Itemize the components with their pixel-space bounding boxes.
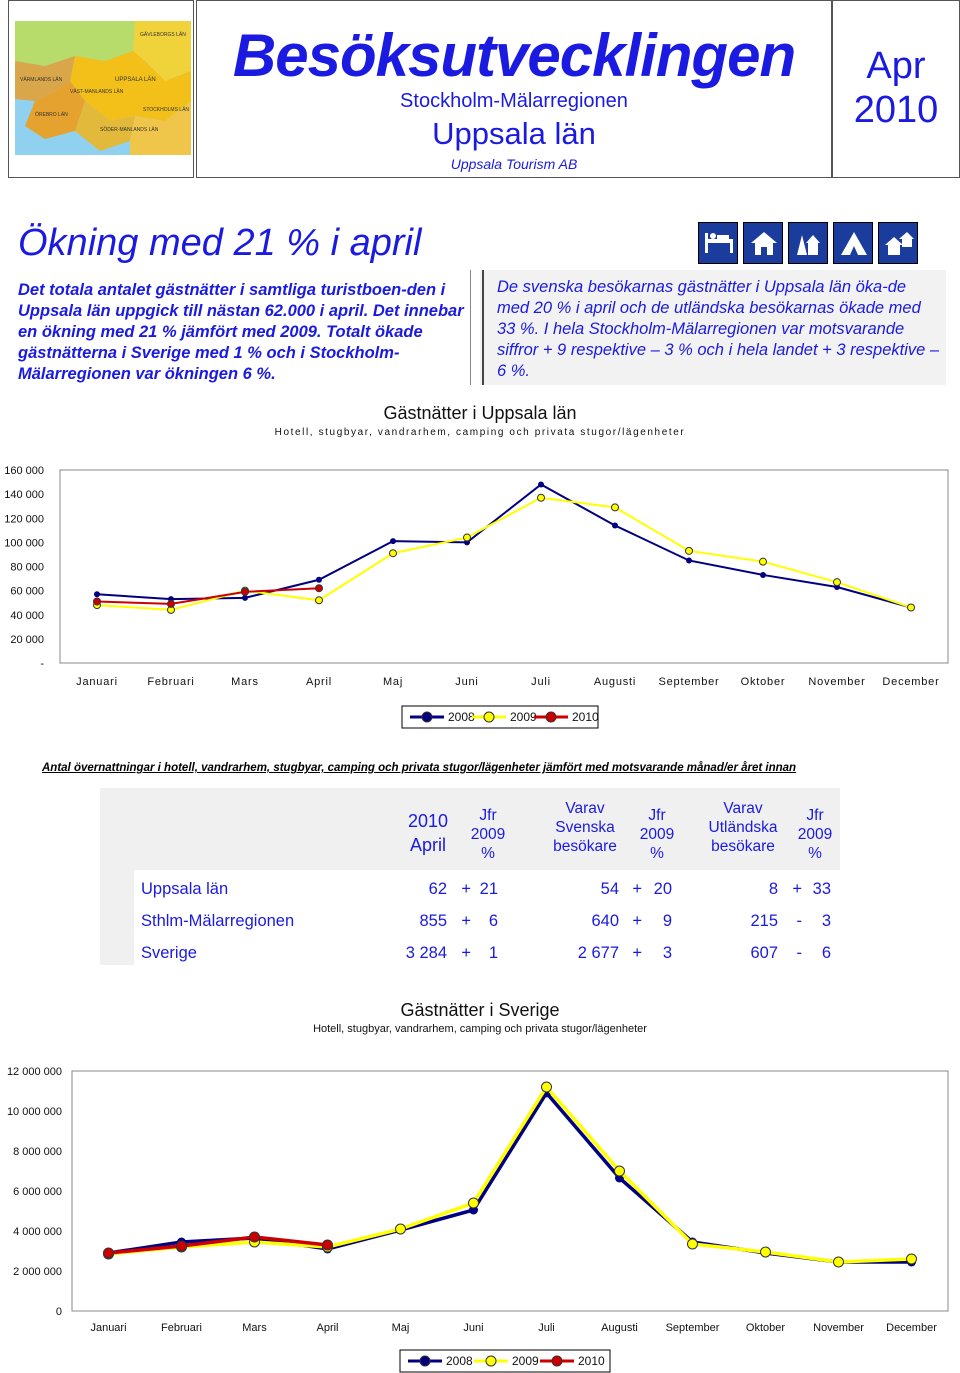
x-tick-label: September [658, 676, 720, 688]
data-point-2009 [834, 1257, 844, 1267]
header-jfr [458, 806, 518, 863]
header-jfr [627, 806, 687, 863]
jfr-line: 2009 [639, 826, 675, 843]
cell-pct: 3 [662, 944, 672, 962]
x-tick-label: Oktober [745, 1322, 786, 1334]
header-jfr [785, 806, 845, 863]
cell-sign: + [461, 912, 471, 930]
data-point-2009 [760, 558, 767, 565]
cell-sign: + [461, 944, 471, 962]
map-label: UPPSALA LÄN [115, 77, 156, 83]
divider [470, 270, 471, 385]
x-tick-label: Januari [76, 676, 118, 688]
map-label: ÖREBRO LÄN [35, 112, 68, 118]
cell-pct: 20 [653, 880, 672, 898]
cell-sign: - [796, 944, 802, 962]
cell-svenska: 640 [591, 912, 619, 930]
map-label: GÄVLEBORGS LÄN [140, 32, 186, 38]
chart-sverige [0, 1043, 960, 1373]
data-point-2009 [538, 494, 545, 501]
map-label: STOCKHOLMS LÄN [143, 107, 190, 113]
y-tick-label: 120 000 [4, 513, 44, 526]
data-point-2008 [316, 577, 322, 583]
x-tick-label: April [316, 1322, 339, 1334]
map-label: SÖDER-MANLANDS LÄN [100, 127, 159, 133]
county-name: Uppsala län [432, 116, 596, 151]
report-title: Besöksutvecklingen [232, 22, 796, 89]
data-point-2008 [538, 481, 544, 487]
data-point-2008 [760, 572, 766, 578]
report-year: 2010 [853, 89, 939, 131]
region-name: Stockholm-Mälarregionen [400, 90, 628, 112]
map-label: VÄRMLANDS LÄN [20, 77, 63, 83]
chart2-title: Gästnätter i Sverige [400, 1000, 560, 1020]
utlandska-line: besökare [711, 838, 775, 855]
chart1-title: Gästnätter i Uppsala län [383, 403, 577, 423]
data-point-2009 [761, 1247, 771, 1257]
jfr-line: Jfr [479, 807, 497, 824]
svenska-line: Svenska [555, 819, 615, 836]
cell-pct: 21 [479, 880, 498, 898]
jfr-line: 2009 [797, 826, 833, 843]
y-tick-label: 40 000 [10, 609, 44, 622]
cell-pct: 6 [488, 912, 498, 930]
legend-marker-2008 [422, 712, 432, 722]
x-tick-label: Maj [382, 676, 404, 688]
cell-total: 855 [419, 912, 447, 930]
y-tick-label: 12 000 000 [6, 1066, 62, 1078]
side-paragraph: De svenska besökarnas gästnätter i Uppsala län öka-de med 20 % i april och de utländska besökarnas ökade med 33 %. I hela Stockholm-Mälarregionen var motsvarande siffror + 9 respektive – 3 % och i hela landet + 3 respektive – 6 %. [497, 278, 940, 380]
cell-pct: 33 [812, 880, 831, 898]
hotel-icon [698, 222, 738, 264]
data-point-2009 [396, 1224, 406, 1234]
legend-marker-2010 [552, 1356, 562, 1366]
utlandska-line: Utländska [708, 819, 778, 836]
svenska-line: Varav [565, 800, 605, 817]
legend-label: 2008 [446, 1354, 473, 1368]
y-tick-label: 0 [55, 1306, 62, 1318]
divider [482, 270, 484, 385]
cell-pct: 3 [821, 912, 831, 930]
cabin-icon [743, 222, 783, 264]
lead-paragraph: Det totala antalet gästnätter i samtliga turistboen-den i Uppsala län uppgick till nästan 62.000 i april. Det innebar en ökning med 21 % jämfört med 2009. Totalt ökade gästnätterna i Sverige med 1 % och i Stockholm-Mälarregionen var ökningen 6 %. [18, 281, 464, 383]
y-tick-label: 80 000 [10, 561, 44, 574]
map-panel [8, 0, 194, 178]
jfr-line: Jfr [648, 807, 666, 824]
legend-label: 2010 [578, 1354, 605, 1368]
x-tick-label: Oktober [740, 676, 786, 688]
x-tick-label: Augusti [601, 1322, 638, 1334]
y-tick-label: 20 000 [10, 633, 44, 646]
x-tick-label: Juni [463, 1322, 484, 1334]
data-point-2010 [323, 1240, 333, 1250]
y-tick-label: 140 000 [4, 489, 44, 502]
cell-sign: + [632, 880, 642, 898]
x-tick-label: Augusti [593, 676, 637, 688]
x-tick-label: Januari [90, 1322, 127, 1334]
title-panel [196, 0, 832, 178]
headline: Ökning med 21 % i april [18, 222, 422, 264]
x-tick-label: December [886, 1322, 937, 1334]
data-point-2009 [834, 579, 841, 586]
chart1-subtitle: Hotell, stugbyar, vandrarhem, camping och privata stugor/lägenheter [274, 427, 686, 438]
x-tick-label: November [808, 676, 866, 688]
chart2-subtitle: Hotell, stugbyar, vandrarhem, camping och privata stugor/lägenheter [313, 1023, 647, 1035]
cell-total: 3 284 [405, 944, 447, 962]
plot-area [72, 1071, 948, 1311]
x-tick-label: September [665, 1322, 720, 1334]
cell-utlandska: 8 [768, 880, 778, 898]
legend-marker-2009 [486, 1356, 496, 1366]
header-month: April [409, 835, 446, 855]
cell-sign: + [461, 880, 471, 898]
cell-sign: + [632, 944, 642, 962]
jfr-line: 2009 [470, 826, 506, 843]
county-map-image [15, 21, 191, 155]
cell-sign: + [632, 912, 642, 930]
cell-utlandska: 215 [750, 912, 778, 930]
legend-label: 2008 [448, 710, 475, 724]
data-point-2009 [612, 504, 619, 511]
row-label: Sverige [141, 944, 197, 962]
x-tick-label: April [305, 676, 333, 688]
y-tick-label: 10 000 000 [6, 1106, 62, 1118]
data-point-2009 [390, 550, 397, 557]
holiday-cottage-icon [878, 222, 918, 264]
data-point-2010 [242, 588, 249, 595]
map-label: VÄST-MANLANDS LÄN [70, 89, 124, 95]
cell-sign: + [792, 880, 802, 898]
jfr-line: % [650, 845, 664, 862]
data-point-2008 [686, 557, 692, 563]
data-point-2008 [94, 591, 100, 597]
cell-pct: 9 [662, 912, 672, 930]
header-year: 2010 [407, 811, 449, 831]
accommodation-icons [698, 222, 918, 264]
legend-marker-2008 [420, 1356, 430, 1366]
data-point-2009 [542, 1082, 552, 1092]
cell-pct: 1 [488, 944, 498, 962]
row-label: Sthlm-Mälarregionen [141, 912, 295, 930]
hostel-icon [788, 222, 828, 264]
jfr-line: % [808, 845, 822, 862]
x-tick-label: Juli [538, 1322, 555, 1334]
data-point-2009 [615, 1166, 625, 1176]
jfr-line: % [481, 845, 495, 862]
data-point-2009 [469, 1198, 479, 1208]
cell-sign: - [796, 912, 802, 930]
utlandska-line: Varav [723, 800, 763, 817]
x-tick-label: Februari [161, 1322, 202, 1334]
x-tick-label: Maj [391, 1322, 410, 1334]
legend-label: 2010 [572, 710, 599, 724]
plot-area [60, 470, 948, 663]
x-tick-label: Mars [242, 1322, 267, 1334]
data-point-2008 [612, 522, 618, 528]
jfr-line: Jfr [806, 807, 824, 824]
data-point-2009 [688, 1239, 698, 1249]
report-month: Apr [866, 45, 926, 87]
y-tick-label: 100 000 [4, 537, 44, 550]
x-tick-label: Juli [531, 676, 551, 688]
header-utlandska [693, 799, 793, 856]
legend-marker-2010 [546, 712, 556, 722]
y-tick-label: 60 000 [10, 585, 44, 598]
cell-pct: 6 [821, 944, 831, 962]
cell-svenska: 2 677 [577, 944, 619, 962]
data-point-2010 [104, 1248, 114, 1258]
x-tick-label: November [813, 1322, 864, 1334]
data-point-2010 [250, 1232, 260, 1242]
data-point-2008 [390, 538, 396, 544]
data-point-2010 [177, 1241, 187, 1251]
data-point-2009 [907, 1254, 917, 1264]
data-point-2010 [94, 598, 101, 605]
table-title: Antal övernattningar i hotell, vandrarhem, stugbyar, camping och privata stugor/lägenheter jämfört med motsvarande månad/er året innan [42, 762, 797, 774]
x-tick-label: December [882, 676, 940, 688]
organization-name: Uppsala Tourism AB [450, 156, 578, 172]
x-tick-label: Mars [231, 676, 259, 688]
header-svenska [540, 799, 630, 856]
data-point-2009 [464, 534, 471, 541]
period-panel [832, 0, 960, 178]
data-point-2010 [316, 585, 323, 592]
legend-label: 2009 [512, 1354, 539, 1368]
y-tick-label: 4 000 000 [13, 1226, 62, 1238]
row-label: Uppsala län [141, 880, 229, 898]
cell-utlandska: 607 [750, 944, 778, 962]
y-tick-label: 8 000 000 [13, 1146, 62, 1158]
legend-marker-2009 [484, 712, 494, 722]
data-point-2009 [686, 547, 693, 554]
data-point-2010 [168, 600, 175, 607]
svenska-line: besökare [553, 838, 617, 855]
x-tick-label: Juni [455, 676, 479, 688]
data-point-2009 [316, 597, 323, 604]
y-tick-label: 160 000 [4, 465, 44, 477]
camping-icon [833, 222, 873, 264]
y-tick-label: 2 000 000 [13, 1266, 62, 1278]
y-tick-label: - [40, 658, 44, 670]
data-point-2009 [908, 604, 915, 611]
cell-svenska: 54 [600, 880, 619, 898]
chart-uppsala [0, 455, 960, 775]
legend-label: 2009 [510, 710, 537, 724]
y-tick-label: 6 000 000 [13, 1186, 62, 1198]
x-tick-label: Februari [147, 676, 195, 688]
cell-total: 62 [428, 880, 447, 898]
